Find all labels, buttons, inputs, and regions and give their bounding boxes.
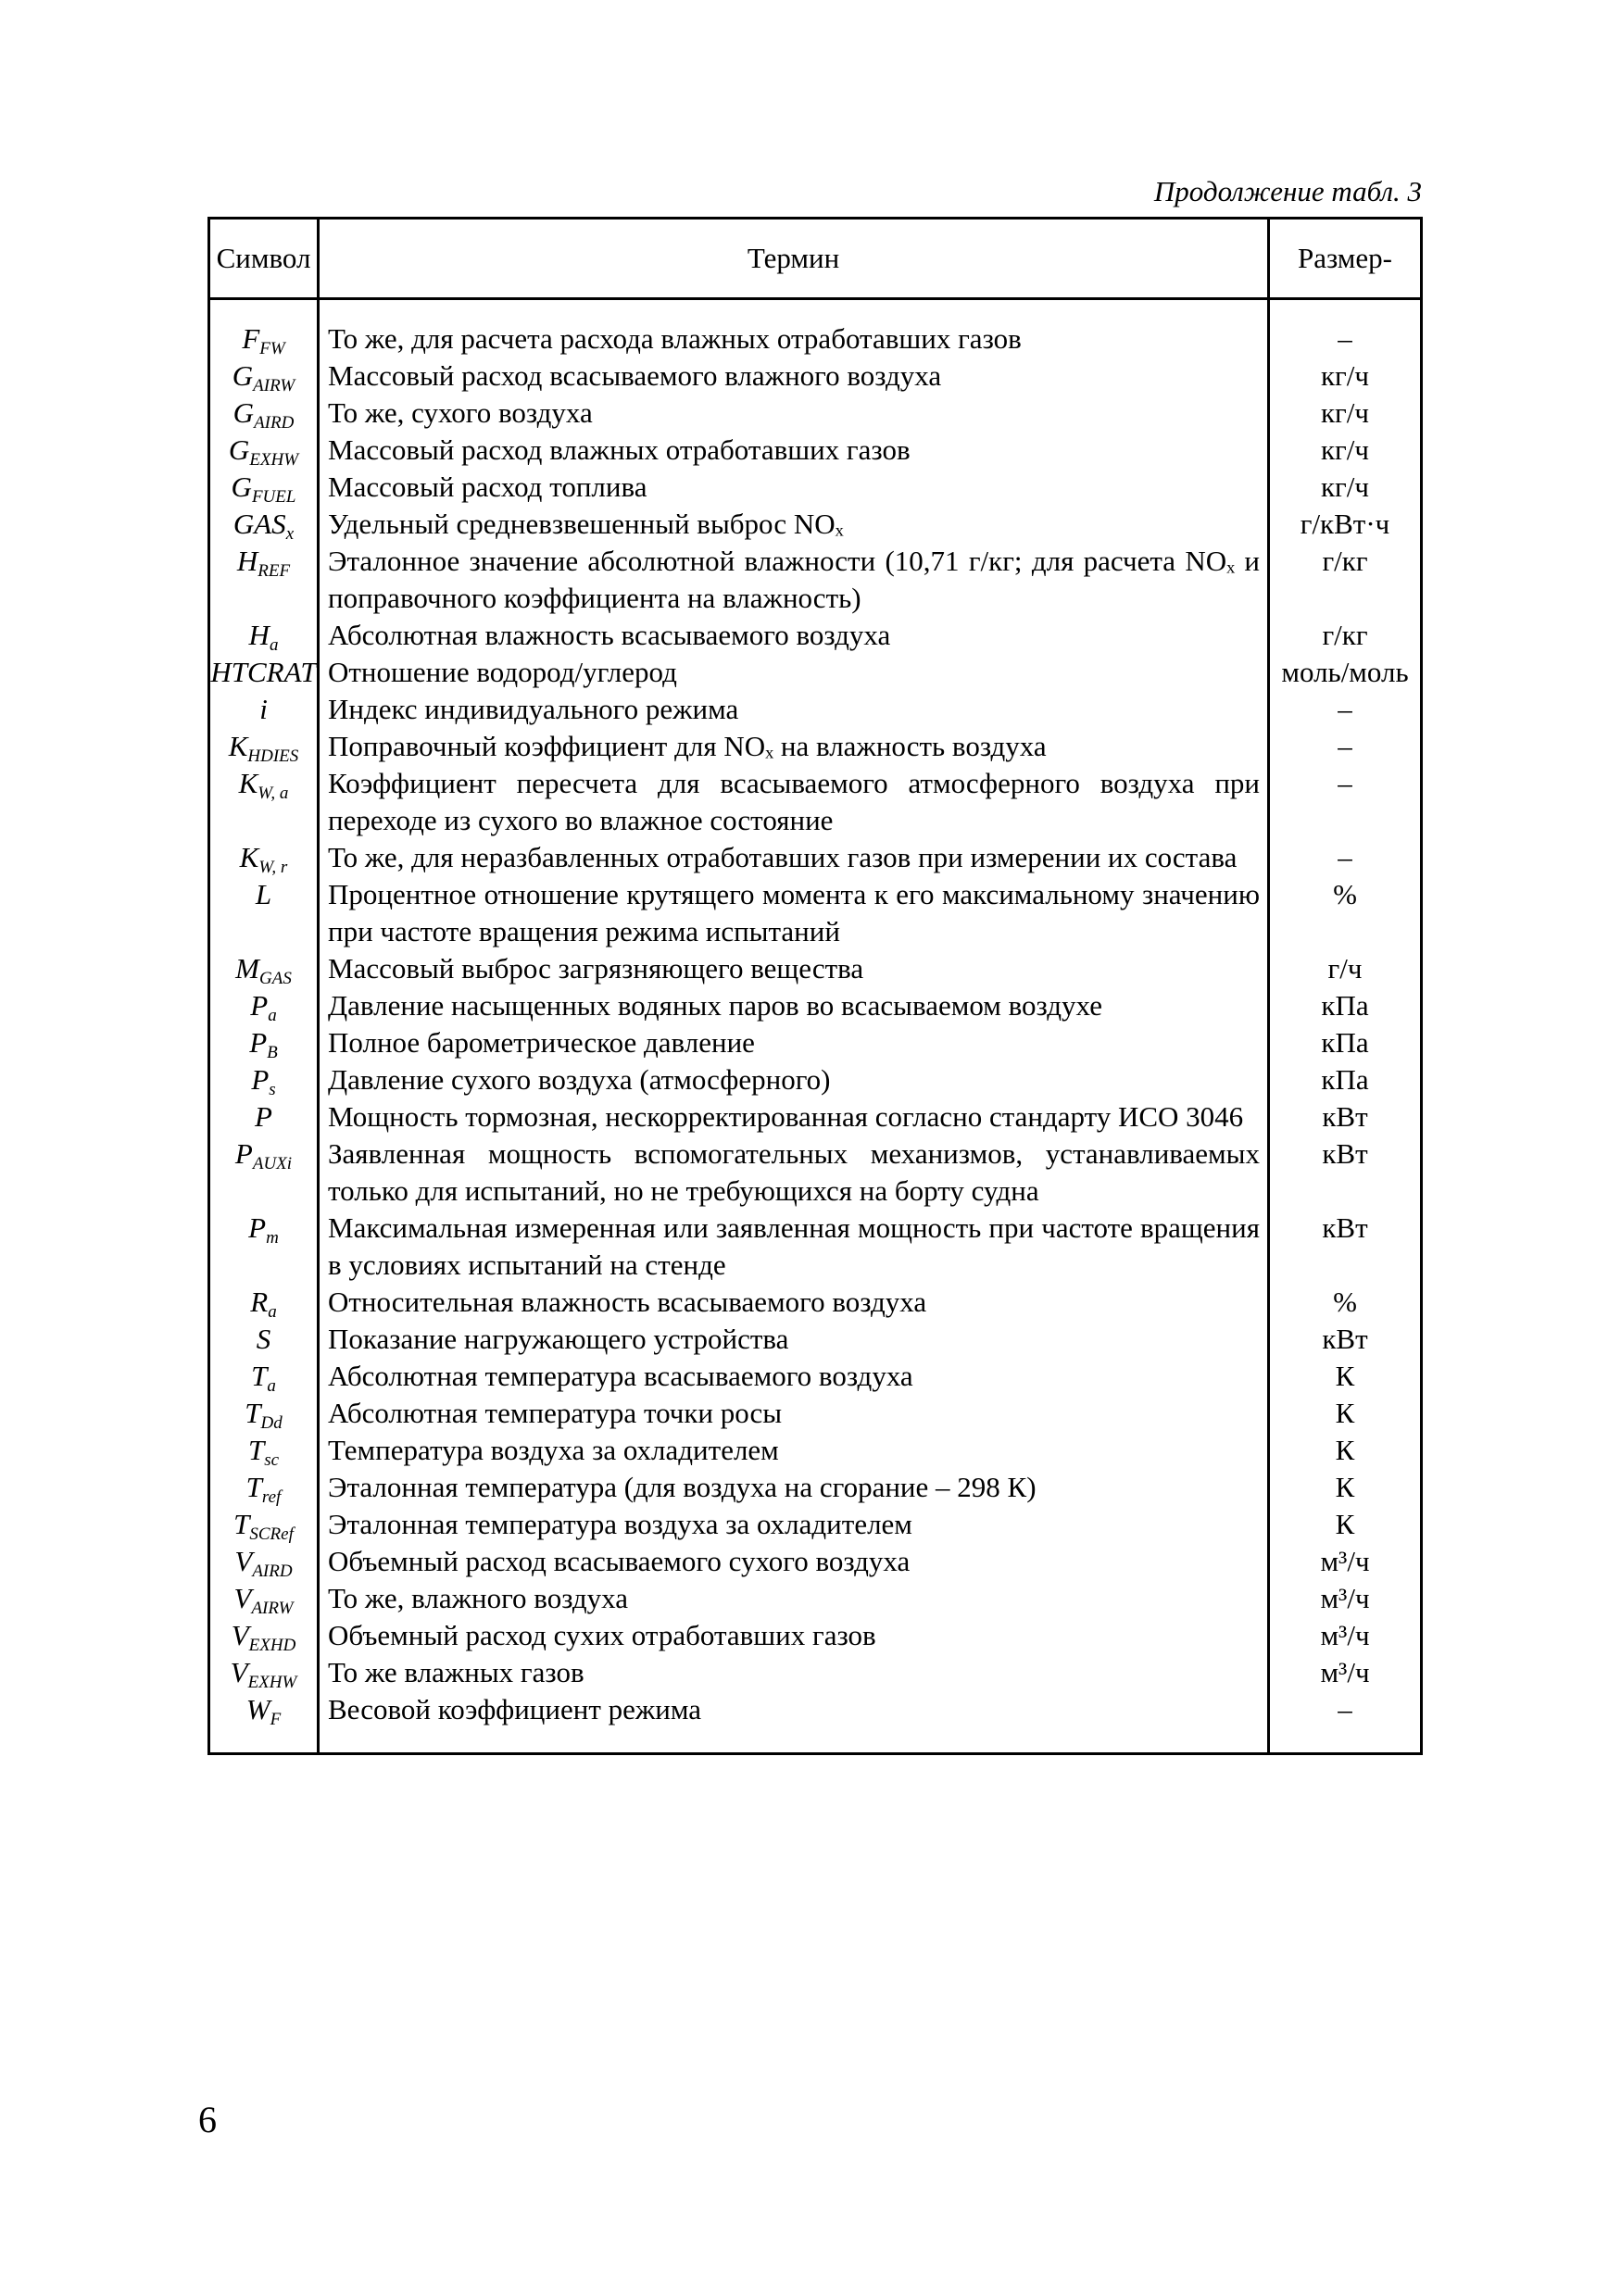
unit-cell: м³/ч	[1320, 1545, 1370, 1577]
header-symbol: Символ	[210, 220, 320, 297]
symbol-main: P	[249, 1026, 268, 1059]
unit-cell: –	[1338, 1693, 1352, 1725]
symbol-cell	[210, 691, 317, 728]
term-cell: Удельный средневзвешенный выброс NOₓ	[328, 508, 844, 540]
symbol-cell	[210, 543, 317, 617]
symbol-main: GAS	[232, 508, 286, 540]
symbol-main: V	[231, 1619, 249, 1651]
term-cell: То же, влажного воздуха	[328, 1582, 629, 1614]
unit-cell: кг/ч	[1321, 433, 1369, 466]
symbol-subscript: REF	[258, 561, 291, 581]
symbol-cell	[210, 728, 317, 765]
symbol-main: P	[234, 1137, 253, 1170]
symbol-main: M	[235, 952, 259, 985]
symbol-cell	[210, 1395, 317, 1432]
symbol-main: T	[245, 1471, 262, 1503]
symbol-subscript: EXHW	[247, 1673, 297, 1691]
symbol-main: T	[233, 1508, 250, 1540]
symbol-cell	[210, 1321, 317, 1358]
unit-cell: %	[1333, 1286, 1357, 1318]
symbol-subscript: AIRW	[253, 376, 295, 395]
term-cell: Объемный расход сухих отработавших газов	[328, 1619, 876, 1651]
unit-cell: кг/ч	[1321, 359, 1369, 392]
unit-cell: кВт	[1322, 1137, 1368, 1170]
symbol-cell	[210, 950, 317, 987]
unit-cell: К	[1335, 1471, 1355, 1503]
term-cell: Эталонное значение абсолютной влажности (10,71 г/кг; для расчета NOₓ и поправочного коэффициента на влажность)	[328, 545, 1260, 614]
symbol-main: P	[251, 1063, 270, 1096]
symbol-cell	[210, 617, 317, 654]
symbol-main: T	[247, 1434, 265, 1466]
symbol-cell	[210, 1543, 317, 1580]
term-cell: Массовый расход влажных отработавших газов	[328, 433, 911, 466]
symbol-cell	[210, 1691, 317, 1728]
unit-cell: г/кВт·ч	[1300, 508, 1390, 540]
symbol-subscript: FUEL	[251, 487, 296, 506]
term-cell: Индекс индивидуального режима	[328, 693, 739, 725]
symbol-cell	[210, 654, 317, 691]
symbol-main: H	[248, 619, 270, 651]
table-continuation-caption: Продолжение табл. 3	[1153, 175, 1422, 207]
unit-cell: кПа	[1321, 989, 1369, 1022]
symbol-subscript: AUXi	[252, 1154, 293, 1173]
symbol-main: HTCRAT	[210, 656, 317, 688]
symbol-main: G	[232, 359, 254, 392]
unit-cell: кВт	[1322, 1323, 1368, 1355]
symbol-subscript: a	[269, 635, 279, 654]
term-cell: Весовой коэффициент режима	[328, 1693, 702, 1725]
symbol-main: P	[250, 989, 269, 1022]
unit-cell: м³/ч	[1320, 1619, 1370, 1651]
symbol-subscript: AIRD	[252, 1562, 293, 1580]
term-cell: То же, для неразбавленных отработавших газов при измерении их состава	[328, 841, 1238, 873]
term-cell: Температура воздуха за охладителем	[328, 1434, 779, 1466]
symbol-subscript: SCRef	[249, 1524, 294, 1543]
term-cell: Показание нагружающего устройства	[328, 1323, 789, 1355]
symbol-cell	[210, 1358, 317, 1395]
symbol-cell	[210, 1654, 317, 1691]
unit-cell: –	[1338, 841, 1352, 873]
symbol-cell	[210, 1506, 317, 1543]
symbol-cell	[210, 1580, 317, 1617]
term-cell: Массовый расход всасываемого влажного воздуха	[328, 359, 942, 392]
term-cell: Отношение водород/углерод	[328, 656, 677, 688]
term-cell: Относительная влажность всасываемого воздуха	[328, 1286, 927, 1318]
symbol-subscript: B	[267, 1043, 278, 1061]
term-cell: Абсолютная температура всасываемого воздуха	[328, 1360, 913, 1392]
symbol-main: T	[245, 1397, 261, 1429]
symbol-subscript: m	[266, 1228, 279, 1248]
term-cell: Давление сухого воздуха (атмосферного)	[328, 1063, 831, 1096]
symbol-cell	[210, 1210, 317, 1284]
symbol-main: H	[236, 545, 258, 577]
symbol-column	[210, 300, 320, 1752]
symbol-main: V	[233, 1582, 252, 1614]
unit-cell: –	[1338, 767, 1352, 799]
symbol-cell	[210, 1098, 317, 1135]
symbol-cell	[210, 1469, 317, 1506]
term-cell: То же, сухого воздуха	[328, 396, 593, 429]
symbol-main: K	[239, 841, 259, 873]
unit-cell: моль/моль	[1281, 656, 1409, 688]
symbol-main: R	[250, 1286, 269, 1318]
unit-cell: –	[1338, 730, 1352, 762]
unit-cell: г/кг	[1322, 545, 1368, 577]
symbol-cell	[210, 506, 317, 543]
unit-cell: г/ч	[1327, 952, 1363, 985]
symbol-cell	[210, 358, 317, 395]
symbol-subscript: HDIES	[247, 747, 299, 765]
term-cell: Эталонная температура воздуха за охладителем	[328, 1508, 912, 1540]
symbol-cell	[210, 765, 317, 839]
symbol-subscript: FW	[259, 339, 285, 358]
symbol-subscript: W, a	[258, 784, 289, 803]
symbol-cell	[210, 876, 317, 950]
symbol-subscript: W, r	[258, 858, 288, 876]
symbol-subscript: EXHD	[248, 1636, 296, 1654]
symbol-main: G	[228, 433, 250, 466]
symbol-subscript: sc	[264, 1450, 280, 1469]
symbol-main: P	[248, 1211, 267, 1244]
symbol-cell	[210, 432, 317, 469]
unit-cell: г/кг	[1322, 619, 1368, 651]
unit-cell: %	[1333, 878, 1357, 910]
symbol-subscript: x	[285, 524, 295, 543]
symbol-cell	[210, 987, 317, 1024]
unit-cell: кг/ч	[1321, 470, 1369, 503]
symbol-cell	[210, 469, 317, 506]
symbol-main: G	[231, 470, 252, 503]
term-cell: Абсолютная температура точки росы	[328, 1397, 783, 1429]
symbol-main: K	[238, 767, 258, 799]
symbol-subscript: a	[267, 1376, 276, 1395]
unit-cell: кВт	[1322, 1100, 1368, 1133]
symbol-cell	[210, 839, 317, 876]
term-cell: Абсолютная влажность всасываемого воздуха	[328, 619, 891, 651]
symbol-subscript: F	[270, 1710, 282, 1728]
unit-cell: –	[1338, 322, 1352, 355]
table-header	[210, 220, 1420, 300]
unit-cell: К	[1335, 1397, 1355, 1429]
term-cell: Давление насыщенных водяных паров во всасываемом воздухе	[328, 989, 1102, 1022]
unit-cell: –	[1338, 693, 1352, 725]
term-cell: Поправочный коэффициент для NOₓ на влажность воздуха	[328, 730, 1047, 762]
symbol-cell	[210, 1617, 317, 1654]
unit-cell: К	[1335, 1360, 1355, 1392]
symbol-main: V	[230, 1656, 248, 1688]
symbol-subscript: Dd	[260, 1413, 283, 1432]
unit-cell: кВт	[1322, 1211, 1368, 1244]
unit-cell: м³/ч	[1320, 1656, 1370, 1688]
symbol-cell	[210, 320, 317, 358]
symbols-table	[207, 217, 1423, 1755]
unit-cell: кг/ч	[1321, 396, 1369, 429]
symbol-cell	[210, 1024, 317, 1061]
symbol-main: L	[255, 878, 272, 910]
unit-cell: К	[1335, 1434, 1355, 1466]
unit-column	[1270, 300, 1420, 1752]
term-cell: Массовый выброс загрязняющего вещества	[328, 952, 864, 985]
symbol-main: K	[228, 730, 248, 762]
header-term: Термин	[320, 220, 1270, 297]
term-column	[320, 300, 1270, 1752]
term-cell: Процентное отношение крутящего момента к его максимальному значению при частоте вращения режима испытаний	[328, 878, 1260, 947]
symbol-subscript: GAS	[259, 969, 292, 987]
term-cell: То же, для расчета расхода влажных отработавших газов	[328, 322, 1022, 355]
page-number: 6	[198, 2099, 217, 2140]
unit-cell: м³/ч	[1320, 1582, 1370, 1614]
term-cell: Объемный расход всасываемого сухого воздуха	[328, 1545, 911, 1577]
unit-cell: кПа	[1321, 1063, 1369, 1096]
symbol-main: W	[245, 1693, 270, 1725]
symbol-subscript: s	[269, 1080, 276, 1098]
symbol-subscript: AIRD	[254, 413, 295, 432]
symbol-cell	[210, 1061, 317, 1098]
term-cell: Заявленная мощность вспомогательных механизмов, устанавливаемых только для испытаний, но не требующихся на борту судна	[328, 1137, 1260, 1207]
symbol-cell	[210, 395, 317, 432]
symbol-cell	[210, 1135, 317, 1210]
symbol-cell	[210, 1284, 317, 1321]
symbol-main: F	[242, 322, 260, 355]
term-cell: Полное барометрическое давление	[328, 1026, 755, 1059]
header-unit: Размер-	[1297, 242, 1392, 274]
symbol-subscript: a	[268, 1302, 277, 1321]
symbol-main: V	[234, 1545, 253, 1577]
term-cell: Коэффициент пересчета для всасываемого атмосферного воздуха при переходе из сухого во влажное состояние	[328, 767, 1260, 836]
symbol-main: G	[232, 396, 255, 429]
symbol-main: P	[255, 1100, 272, 1133]
symbol-cell	[210, 1432, 317, 1469]
term-cell: Эталонная температура (для воздуха на сгорание – 298 К)	[328, 1471, 1037, 1503]
symbol-main: S	[256, 1323, 271, 1355]
symbol-subscript: ref	[261, 1487, 282, 1506]
term-cell: Массовый расход топлива	[328, 470, 647, 503]
unit-cell: кПа	[1321, 1026, 1369, 1059]
symbol-main: i	[259, 693, 268, 725]
symbol-subscript: AIRW	[251, 1599, 294, 1617]
symbol-main: T	[251, 1360, 268, 1392]
term-cell: Максимальная измеренная или заявленная мощность при частоте вращения в условиях испытаний на стенде	[328, 1211, 1260, 1281]
term-cell: То же влажных газов	[328, 1656, 584, 1688]
symbol-subscript: EXHW	[249, 450, 299, 469]
table-body	[210, 300, 1420, 1752]
term-cell: Мощность тормозная, нескорректированная согласно стандарту ИСО 3046	[328, 1100, 1244, 1133]
unit-cell: К	[1335, 1508, 1355, 1540]
symbol-subscript: a	[268, 1006, 277, 1024]
